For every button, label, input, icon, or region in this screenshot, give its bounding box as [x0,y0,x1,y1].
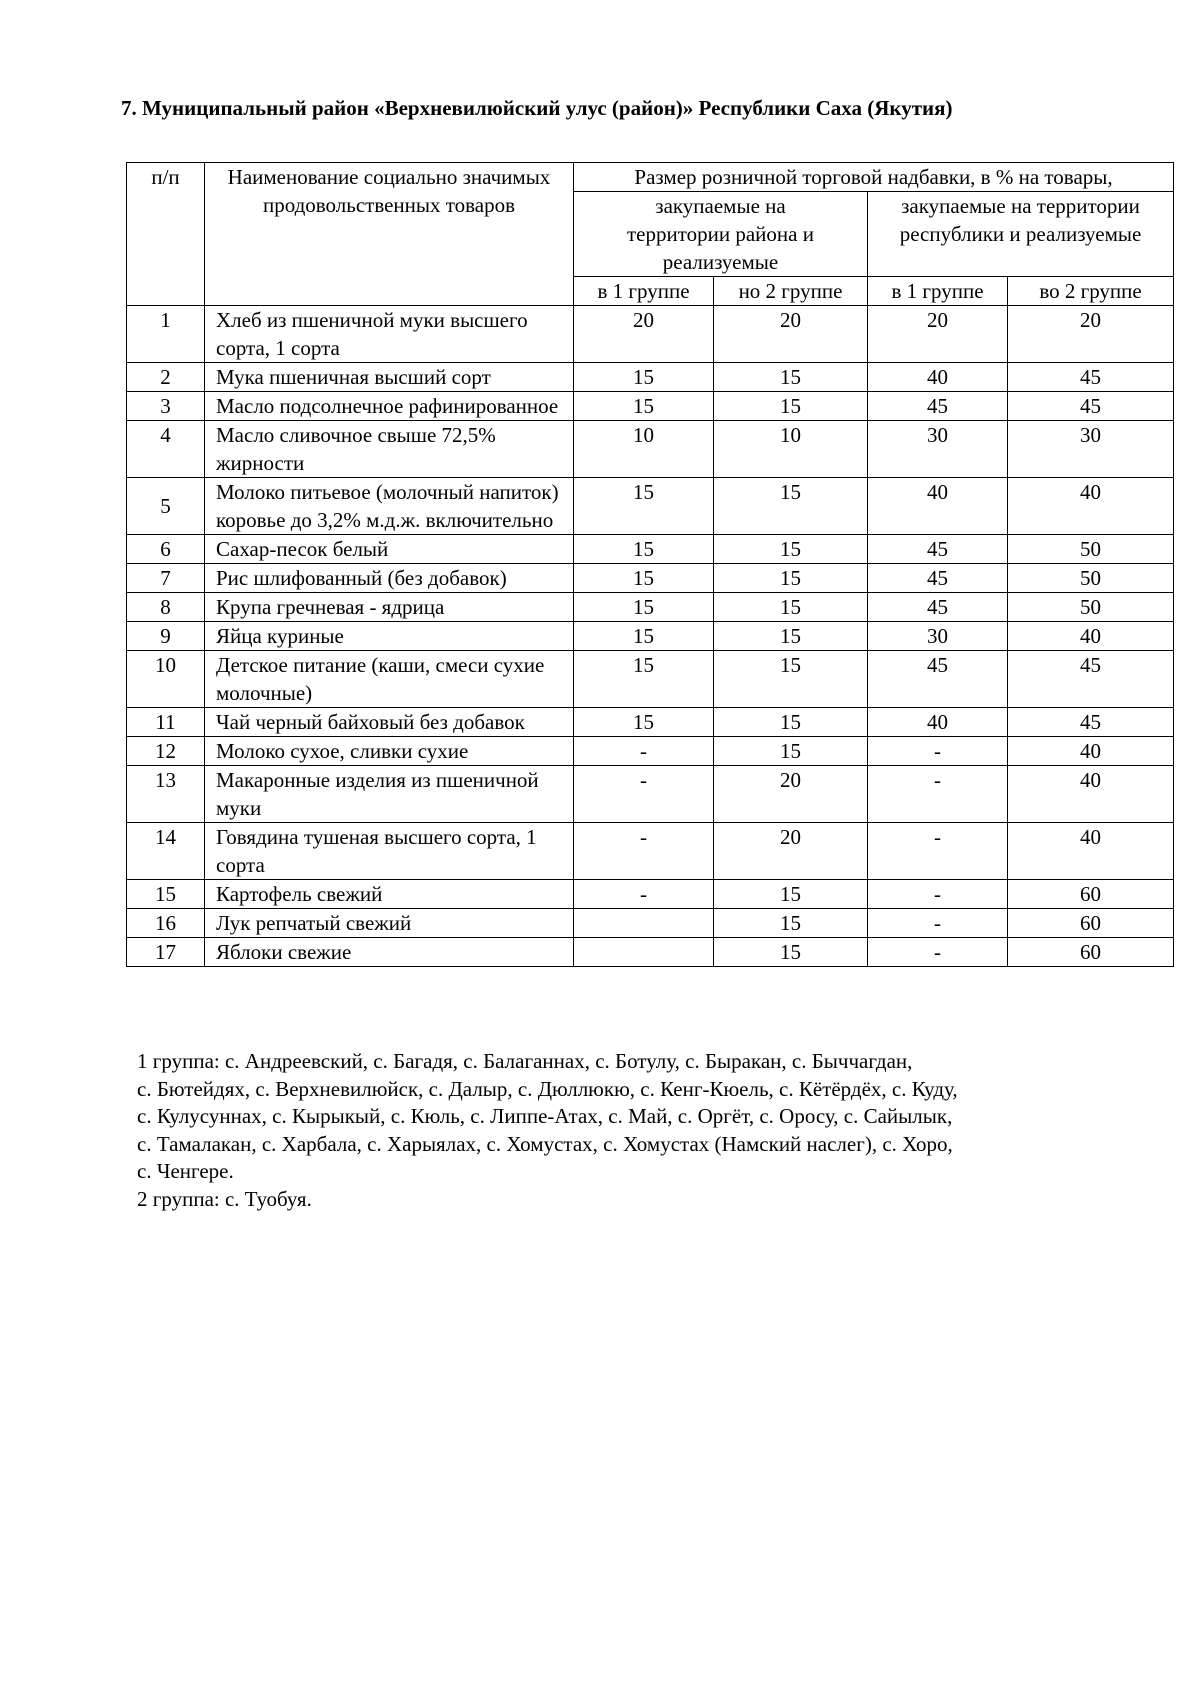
table-row [127,708,1174,737]
row-number: 17 [127,938,205,967]
republic-group-1-value: 40 [868,478,1008,535]
product-name: Масло подсолнечное рафинированное [205,392,574,421]
product-name: Молоко сухое, сливки сухие [205,737,574,766]
republic-group-1-value: 30 [868,622,1008,651]
header-republic: закупаемые на территории республики и реализуемые [868,192,1174,277]
district-group-1-value: 15 [574,651,714,708]
republic-group-1-value: 45 [868,535,1008,564]
district-group-1-value [574,938,714,967]
republic-group-1-value: 40 [868,363,1008,392]
markup-table [126,162,1174,967]
header-group-2-district: но 2 группе [714,277,868,306]
row-number: 3 [127,392,205,421]
republic-group-2-value: 40 [1008,737,1174,766]
table-row [127,651,1174,708]
table-row [127,880,1174,909]
republic-group-1-value: 20 [868,306,1008,363]
row-number: 13 [127,766,205,823]
table-row [127,622,1174,651]
district-group-2-value: 15 [714,880,868,909]
district-group-2-value: 10 [714,421,868,478]
republic-group-1-value: - [868,737,1008,766]
row-number: 10 [127,651,205,708]
table-row [127,766,1174,823]
header-product-name: Наименование социально значимых продовольственных товаров [205,163,574,306]
note-line: с. Тамалакан, с. Харбала, с. Харыялах, с. Хомустах, с. Хомустах (Намский наслег), с. Хоро, [137,1131,953,1156]
district-group-1-value: 15 [574,593,714,622]
district-group-1-value: 15 [574,363,714,392]
product-name: Яйца куриные [205,622,574,651]
row-number: 16 [127,909,205,938]
product-name: Молоко питьевое (молочный напиток) коровье до 3,2% м.д.ж. включительно [205,478,574,535]
row-number: 11 [127,708,205,737]
district-group-1-value: - [574,880,714,909]
district-group-2-value: 15 [714,593,868,622]
row-number: 8 [127,593,205,622]
product-name: Макаронные изделия из пшеничной муки [205,766,574,823]
republic-group-2-value: 45 [1008,651,1174,708]
row-number: 1 [127,306,205,363]
row-number: 5 [127,478,205,535]
republic-group-2-value: 40 [1008,622,1174,651]
republic-group-1-value: - [868,823,1008,880]
republic-group-2-value: 40 [1008,478,1174,535]
republic-group-1-value: 45 [868,564,1008,593]
district-group-2-value: 15 [714,651,868,708]
product-name: Масло сливочное свыше 72,5% жирности [205,421,574,478]
header-district: закупаемые на территории района и реализуемые [574,192,868,277]
republic-group-2-value: 40 [1008,766,1174,823]
republic-group-1-value: 45 [868,392,1008,421]
district-group-1-value [574,909,714,938]
table-row [127,909,1174,938]
republic-group-1-value: - [868,938,1008,967]
product-name: Мука пшеничная высший сорт [205,363,574,392]
note-line: с. Бютейдях, с. Верхневилюйск, с. Далыр, с. Дюллюкю, с. Кенг-Кюель, с. Кётёрдёх, с. Куду, [137,1076,958,1101]
table-row [127,823,1174,880]
republic-group-1-value: - [868,909,1008,938]
district-group-2-value: 15 [714,535,868,564]
district-group-2-value: 15 [714,622,868,651]
republic-group-2-value: 60 [1008,938,1174,967]
product-name: Сахар-песок белый [205,535,574,564]
district-group-2-value: 15 [714,737,868,766]
row-number: 12 [127,737,205,766]
note-line: с. Ченгере. [137,1159,234,1183]
district-group-2-value: 15 [714,708,868,737]
row-number: 9 [127,622,205,651]
district-group-2-value: 15 [714,363,868,392]
group-notes [137,1048,1177,1213]
republic-group-2-value: 45 [1008,392,1174,421]
header-markup-size: Размер розничной торговой надбавки, в % на товары, [574,163,1174,192]
district-group-1-value: - [574,766,714,823]
district-group-1-value: 10 [574,421,714,478]
district-group-1-value: 15 [574,708,714,737]
table-row [127,306,1174,363]
district-group-1-value: 20 [574,306,714,363]
note-line: с. Кулусуннах, с. Кырыкый, с. Кюль, с. Липпе-Атах, с. Май, с. Оргёт, с. Оросу, с. Сайылык, [137,1104,953,1128]
product-name: Рис шлифованный (без добавок) [205,564,574,593]
district-group-1-value: - [574,737,714,766]
republic-group-2-value: 45 [1008,363,1174,392]
district-group-1-value: 15 [574,564,714,593]
product-name: Яблоки свежие [205,938,574,967]
republic-group-1-value: 40 [868,708,1008,737]
republic-group-2-value: 50 [1008,593,1174,622]
republic-group-1-value: 30 [868,421,1008,478]
product-name: Чай черный байховый без добавок [205,708,574,737]
district-group-2-value: 20 [714,823,868,880]
republic-group-2-value: 50 [1008,535,1174,564]
header-group-2-republic: во 2 группе [1008,277,1174,306]
district-group-2-value: 15 [714,909,868,938]
district-group-2-value: 20 [714,306,868,363]
table-row [127,421,1174,478]
district-group-2-value: 15 [714,938,868,967]
table-row [127,363,1174,392]
republic-group-2-value: 40 [1008,823,1174,880]
row-number: 14 [127,823,205,880]
row-number: 15 [127,880,205,909]
table-row [127,737,1174,766]
table-row [127,392,1174,421]
table-row [127,478,1174,535]
district-group-2-value: 15 [714,478,868,535]
table-body [127,306,1174,967]
district-group-2-value: 15 [714,392,868,421]
header-row-1 [127,163,1174,192]
page-title: 7. Муниципальный район «Верхневилюйский улус (район)» Республики Саха (Якутия) [121,96,953,120]
row-number: 7 [127,564,205,593]
note-line: 2 группа: с. Туобуя. [137,1186,312,1211]
product-name: Хлеб из пшеничной муки высшего сорта, 1 сорта [205,306,574,363]
republic-group-2-value: 60 [1008,880,1174,909]
district-group-1-value: - [574,823,714,880]
header-group-1-republic: в 1 группе [868,277,1008,306]
product-name: Лук репчатый свежий [205,909,574,938]
table-row [127,593,1174,622]
republic-group-2-value: 45 [1008,708,1174,737]
product-name: Говядина тушеная высшего сорта, 1 сорта [205,823,574,880]
table-row [127,564,1174,593]
row-number: 6 [127,535,205,564]
district-group-1-value: 15 [574,478,714,535]
district-group-1-value: 15 [574,622,714,651]
header-num: п/п [127,163,205,306]
district-group-1-value: 15 [574,535,714,564]
republic-group-1-value: 45 [868,651,1008,708]
table-row [127,938,1174,967]
republic-group-2-value: 30 [1008,421,1174,478]
republic-group-2-value: 20 [1008,306,1174,363]
note-line: 1 группа: с. Андреевский, с. Багадя, с. Балаганнах, с. Ботулу, с. Быракан, с. Быччагдан, [137,1049,913,1073]
republic-group-1-value: - [868,880,1008,909]
row-number: 2 [127,363,205,392]
republic-group-1-value: 45 [868,593,1008,622]
header-group-1-district: в 1 группе [574,277,714,306]
republic-group-2-value: 60 [1008,909,1174,938]
row-number: 4 [127,421,205,478]
republic-group-1-value: - [868,766,1008,823]
product-name: Крупа гречневая - ядрица [205,593,574,622]
product-name: Картофель свежий [205,880,574,909]
district-group-1-value: 15 [574,392,714,421]
republic-group-2-value: 50 [1008,564,1174,593]
table-row [127,535,1174,564]
district-group-2-value: 15 [714,564,868,593]
product-name: Детское питание (каши, смеси сухие молочные) [205,651,574,708]
district-group-2-value: 20 [714,766,868,823]
